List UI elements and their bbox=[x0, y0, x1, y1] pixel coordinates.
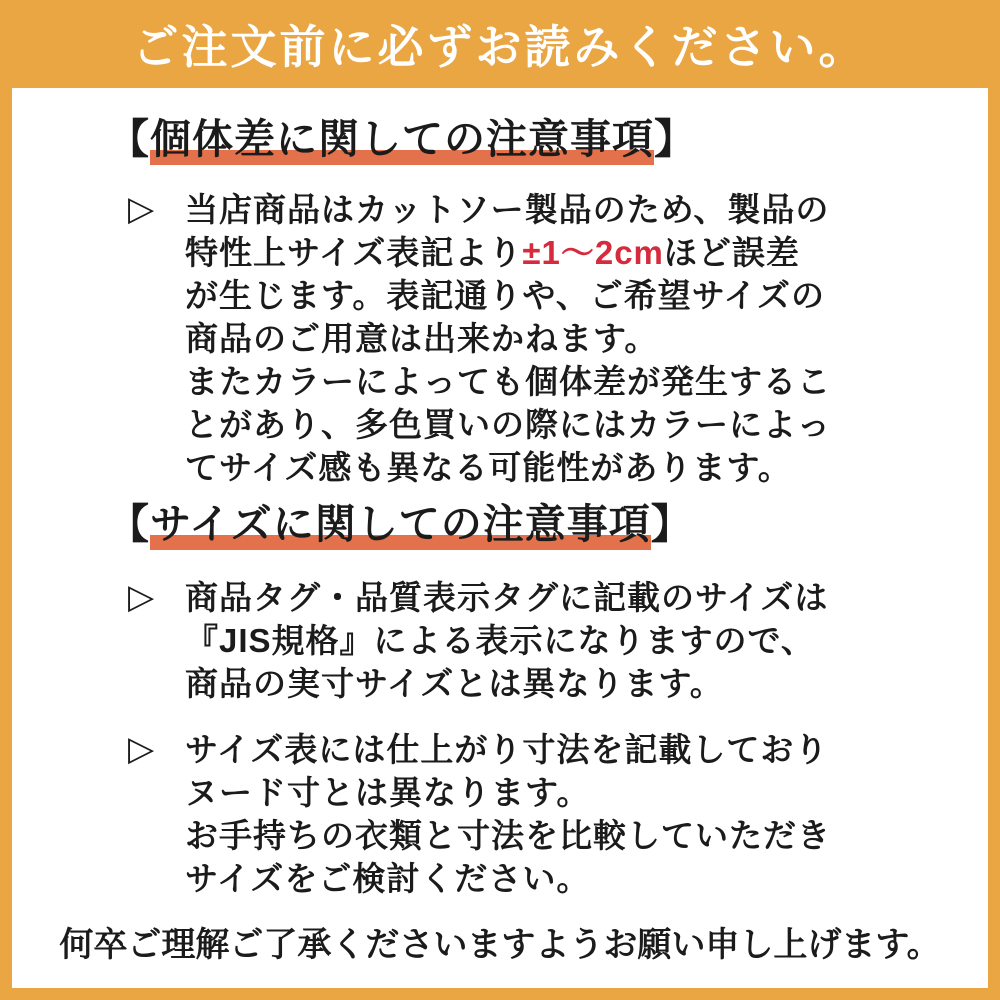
heading-close-bracket: 】 bbox=[650, 501, 693, 547]
heading-open-bracket: 【 bbox=[108, 501, 150, 547]
text-line: とがあり、多色買いの際にはカラーによっ bbox=[185, 406, 831, 443]
text-line: 商品タグ・品質表示タグに記載のサイズは bbox=[185, 579, 829, 616]
triangle-bullet-icon: ▷ bbox=[128, 730, 155, 768]
heading-open-bracket: 【 bbox=[108, 116, 150, 162]
top-banner bbox=[0, 0, 1000, 88]
top-banner-text: ご注文前に必ずお読みください。 bbox=[132, 21, 868, 73]
size-tolerance-highlight: ±1〜2cm bbox=[522, 234, 664, 271]
section-heading-size bbox=[108, 499, 988, 549]
notice-item bbox=[128, 728, 988, 900]
heading-close-bracket: 】 bbox=[654, 116, 696, 162]
footer-note: 何卒ご理解ご了承くださいますようお願い申し上げます。 bbox=[59, 926, 941, 964]
text-line: 当店商品はカットソー製品のため、製品の bbox=[185, 191, 830, 228]
text-line: てサイズ感も異なる可能性があります。 bbox=[185, 449, 792, 486]
section-heading-individual-differences bbox=[108, 114, 988, 164]
text-line: 商品のご用意は出来かねます。 bbox=[185, 320, 659, 357]
triangle-bullet-icon: ▷ bbox=[128, 578, 155, 616]
text-line: 特性上サイズ表記より±1〜2cmほど誤差 bbox=[185, 234, 800, 271]
notice-item bbox=[128, 576, 988, 705]
notice-item bbox=[128, 188, 988, 489]
heading-text: サイズに関しての注意事項 bbox=[150, 501, 651, 550]
notice-item-text bbox=[185, 728, 831, 900]
notice-item-text bbox=[185, 188, 831, 489]
text-line: ヌード寸とは異なります。 bbox=[185, 774, 591, 811]
triangle-bullet-icon: ▷ bbox=[128, 190, 155, 228]
text-line: サイズをご検討ください。 bbox=[185, 860, 591, 897]
text-line: サイズ表には仕上がり寸法を記載しており bbox=[185, 731, 829, 768]
text-line: 商品の実寸サイズとは異なります。 bbox=[185, 665, 724, 702]
text-line: 『JIS規格』による表示になりますので、 bbox=[185, 622, 815, 659]
text-line: お手持ちの衣類と寸法を比較していただき bbox=[185, 817, 831, 854]
notice-item-text bbox=[185, 576, 828, 705]
text-line: またカラーによっても個体差が発生するこ bbox=[185, 363, 831, 400]
text-line: が生じます。表記通りや、ご希望サイズの bbox=[185, 277, 826, 314]
heading-text: 個体差に関しての注意事項 bbox=[150, 116, 654, 165]
notice-body bbox=[12, 88, 988, 988]
